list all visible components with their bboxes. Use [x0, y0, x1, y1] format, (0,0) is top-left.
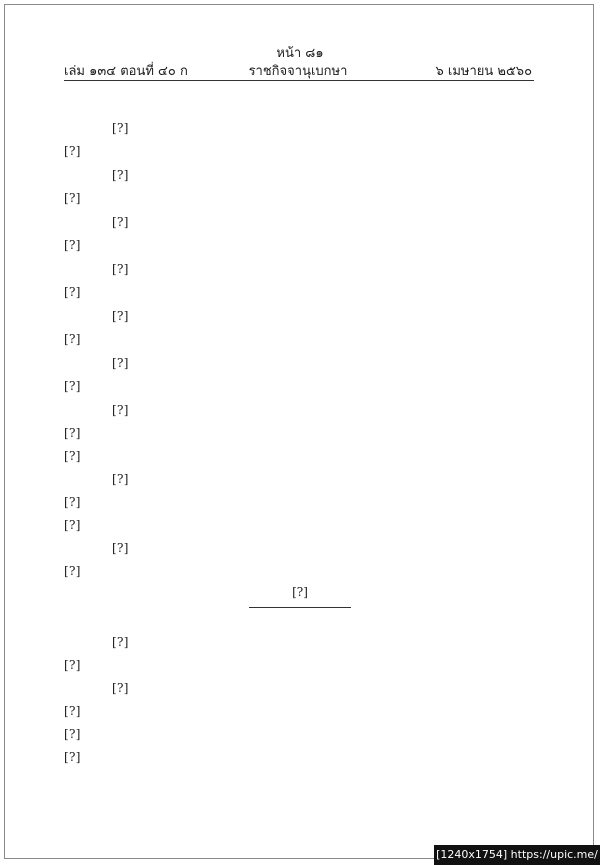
body-line: [?] [64, 332, 81, 346]
body-line: [?] [64, 379, 81, 393]
body-line: [?] [64, 495, 81, 509]
section-line: [?] [64, 727, 81, 741]
body-line: [?] [64, 518, 81, 532]
issue-date: ๖ เมษายน ๒๕๖๐ [435, 64, 532, 79]
section-line: [?] [112, 635, 129, 649]
gazette-header [64, 60, 532, 78]
body-line: [?] [112, 262, 129, 276]
body-line: [?] [112, 121, 129, 135]
header-rule [64, 80, 534, 81]
section-line: [?] [64, 658, 81, 672]
section-line: [?] [112, 681, 129, 695]
publication-name: ราชกิจจานุเบกษา [248, 64, 348, 79]
body-line: [?] [64, 238, 81, 252]
body-line: [?] [112, 472, 129, 486]
body-line: [?] [112, 168, 129, 182]
section-title: [?] [292, 585, 308, 599]
body-line: [?] [64, 426, 81, 440]
body-line: [?] [64, 191, 81, 205]
body-line: [?] [112, 403, 129, 417]
section-line: [?] [64, 704, 81, 718]
body-line: [?] [64, 285, 81, 299]
body-line: [?] [112, 356, 129, 370]
body-line: [?] [64, 564, 81, 578]
body-line: [?] [112, 215, 129, 229]
volume-issue: เล่ม ๑๓๔ ตอนที่ ๔๐ ก [64, 64, 188, 79]
image-size-badge: [1240x1754] https://upic.me/ [434, 845, 600, 865]
body-line: [?] [112, 309, 129, 323]
section-line: [?] [64, 750, 81, 764]
section-rule [249, 607, 351, 608]
body-line: [?] [64, 449, 81, 463]
body-line: [?] [112, 541, 129, 555]
body-line: [?] [64, 144, 81, 158]
page-number: หน้า ๘๑ [276, 46, 324, 61]
